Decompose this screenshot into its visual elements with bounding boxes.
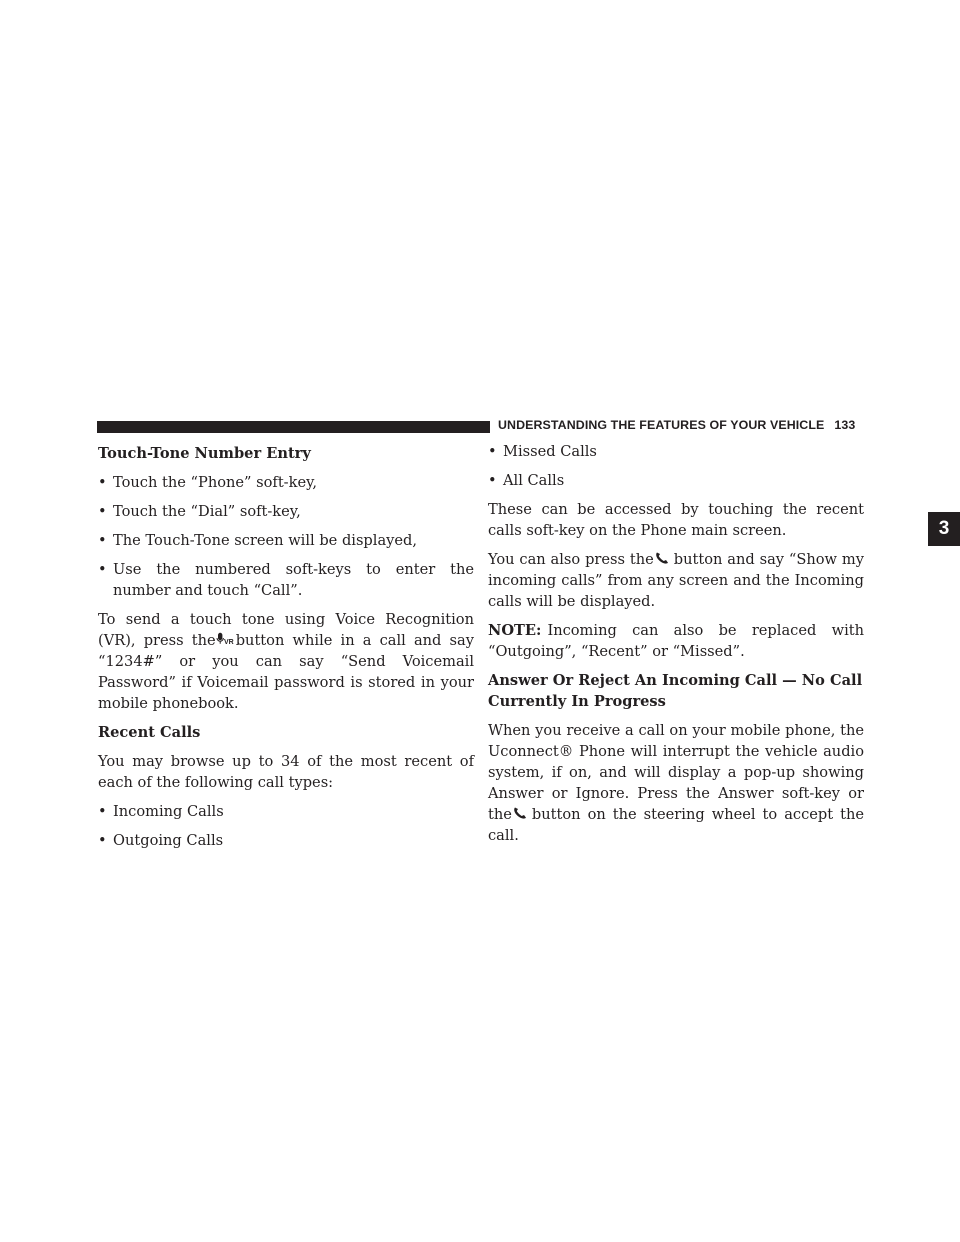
list-item: • Missed Calls xyxy=(488,443,597,460)
svg-text:VR: VR xyxy=(223,639,234,646)
list-item: • Use the numbered soft-keys to enter the number and touch “Call”. xyxy=(98,561,474,599)
list-item: • The Touch-Tone screen will be displayed, xyxy=(98,532,418,549)
right-column xyxy=(488,441,864,854)
bullet-glyph: • xyxy=(98,832,107,849)
call-types-list xyxy=(98,801,474,851)
bullet-glyph: • xyxy=(98,474,107,491)
list-item: • Touch the “Dial” soft-key, xyxy=(98,503,301,520)
touch-tone-steps xyxy=(98,472,474,601)
touch-tone-heading: Touch-Tone Number Entry xyxy=(98,445,311,462)
answer-call-paragraph: When you receive a call on your mobile phone, the Uconnect® Phone will interrupt the vehicle audio system, if on, and will display a pop-up showing Answer or Ignore. Press the Answer soft-key or the button on the steering wheel to accept the call. xyxy=(488,722,864,844)
bullet-glyph: • xyxy=(98,532,107,549)
list-item: • Outgoing Calls xyxy=(98,832,224,849)
bullet-glyph: • xyxy=(488,472,497,489)
note-paragraph: NOTE: Incoming can also be replaced with “Outgoing”, “Recent” or “Missed”. xyxy=(488,622,864,660)
bullet-glyph: • xyxy=(98,561,107,578)
phone-handset-icon xyxy=(512,806,532,820)
left-column xyxy=(98,443,474,859)
call-types-list-continued xyxy=(488,441,864,491)
touch-tone-vr-paragraph: To send a touch tone using Voice Recognition (VR), press the VR button while in a call and say “1234#” or you can say “Send Voicemail Password” if Voicemail password is stored in your mobile phonebook. xyxy=(98,611,474,712)
show-incoming-paragraph: You can also press the button and say “Show my incoming calls” from any screen and the Incoming calls will be displayed. xyxy=(488,551,865,610)
recent-calls-heading: Recent Calls xyxy=(98,724,201,741)
answer-call-heading: Answer Or Reject An Incoming Call — No Call Currently In Progress xyxy=(488,672,863,710)
bullet-glyph: • xyxy=(488,443,497,460)
list-item: • Touch the “Phone” soft-key, xyxy=(98,474,318,491)
list-item: • Incoming Calls xyxy=(98,803,224,820)
header-bar xyxy=(97,421,490,433)
access-paragraph: These can be accessed by touching the recent calls soft-key on the Phone main screen. xyxy=(488,501,864,539)
note-label: NOTE: xyxy=(488,622,542,639)
phone-handset-icon xyxy=(654,551,674,565)
bullet-glyph: • xyxy=(98,803,107,820)
chapter-tab: 3 xyxy=(928,512,960,546)
recent-calls-paragraph: You may browse up to 34 of the most recent of each of the following call types: xyxy=(98,753,474,791)
running-header xyxy=(498,418,864,432)
voice-recognition-icon xyxy=(216,632,236,646)
page-number: 133 xyxy=(834,418,856,432)
list-item: • All Calls xyxy=(488,472,565,489)
bullet-glyph: • xyxy=(98,503,107,520)
section-title: UNDERSTANDING THE FEATURES OF YOUR VEHICLE xyxy=(498,418,825,432)
